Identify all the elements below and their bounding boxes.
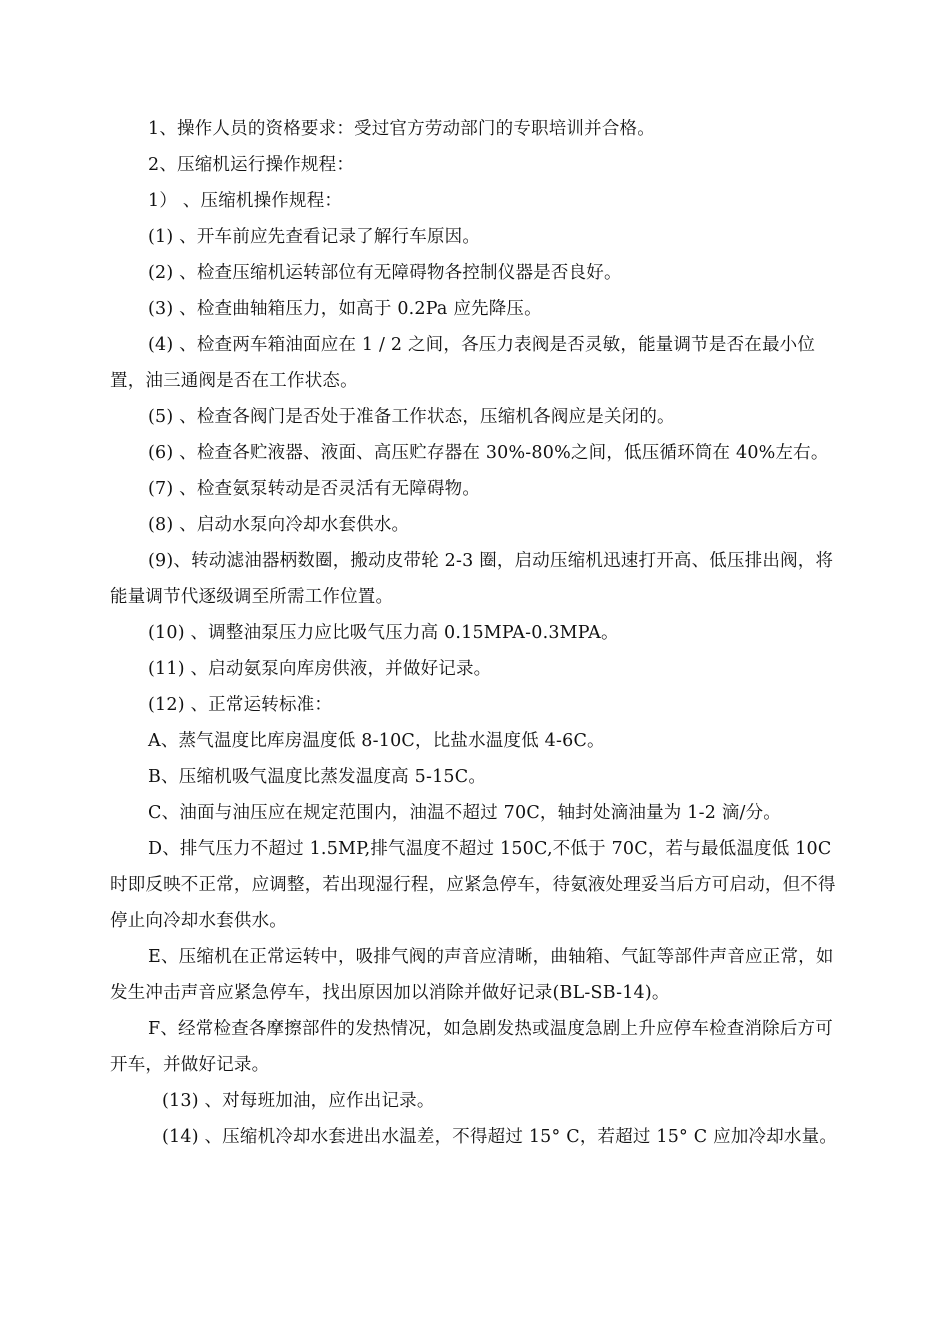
paragraph-item-13: (13) 、对每班加油，应作出记录。 <box>162 1091 435 1111</box>
paragraph-standard-a: A、蒸气温度比库房温度低 8-10C，比盐水温度低 4-6C。 <box>148 731 605 751</box>
paragraph-item-1: (1) 、开车前应先查看记录了解行车原因。 <box>148 227 481 247</box>
paragraph-standard-f: F、经常检查各摩擦部件的发热情况，如急剧发热或温度急剧上升应停车检查消除后方可开车，并做好记录。 <box>110 1019 833 1075</box>
paragraph-standard-c: C、油面与油压应在规定范围内，油温不超过 70C，轴封处滴油量为 1-2 滴/分。 <box>148 803 782 823</box>
paragraph-item-6: (6) 、检查各贮液器、液面、高压贮存器在 30%-80%之间，低压循环筒在 40%左右。 <box>148 443 829 463</box>
document-body <box>110 111 846 1155</box>
paragraph-standard-d: D、排气压力不超过 1.5MP,排气温度不超过 150C,不低于 70C，若与最低温度低 10C 时即反映不正常，应调整，若出现湿行程，应紧急停车，待氨液处理妥当后方可启动，但不得停止向冷却水套供水。 <box>110 839 836 931</box>
paragraph-operator-qualification: 1、操作人员的资格要求：受过官方劳动部门的专职培训并合格。 <box>148 119 655 139</box>
paragraph-item-11: (11) 、启动氨泵向库房供液，并做好记录。 <box>148 659 492 679</box>
paragraph-item-3: (3) 、检查曲轴箱压力，如高于 0.2Pa 应先降压。 <box>148 299 542 319</box>
paragraph-operation-rules-subheading: 1） 、压缩机操作规程： <box>148 191 343 211</box>
paragraph-item-14: (14) 、压缩机冷却水套进出水温差，不得超过 15° C，若超过 15° C 应加冷却水量。 <box>162 1127 838 1147</box>
paragraph-item-12: (12) 、正常运转标准： <box>148 695 333 715</box>
paragraph-standard-e: E、压缩机在正常运转中，吸排气阀的声音应清晰，曲轴箱、气缸等部件声音应正常，如发生冲击声音应紧急停车，找出原因加以消除并做好记录(BL-SB-14)。 <box>110 947 834 1003</box>
paragraph-standard-b: B、压缩机吸气温度比蒸发温度高 5-15C。 <box>148 767 487 787</box>
paragraph-item-5: (5) 、检查各阀门是否处于准备工作状态，压缩机各阀应是关闭的。 <box>148 407 675 427</box>
paragraph-compressor-rules-heading: 2、压缩机运行操作规程： <box>148 155 355 175</box>
paragraph-item-8: (8) 、启动水泵向冷却水套供水。 <box>148 515 410 535</box>
paragraph-item-4: (4) 、检查两车箱油面应在 1 / 2 之间，各压力表阀是否灵敏，能量调节是否在最小位置，油三通阀是否在工作状态。 <box>110 335 816 391</box>
paragraph-item-2: (2) 、检查压缩机运转部位有无障碍物各控制仪器是否良好。 <box>148 263 622 283</box>
paragraph-item-7: (7) 、检查氨泵转动是否灵活有无障碍物。 <box>148 479 481 499</box>
paragraph-item-9: (9)、转动滤油器柄数圈，搬动皮带轮 2-3 圈，启动压缩机迅速打开高、低压排出阀，将能量调节代逐级调至所需工作位置。 <box>110 551 834 607</box>
paragraph-item-10: (10) 、调整油泵压力应比吸气压力高 0.15MPA-0.3MPA。 <box>148 623 619 643</box>
